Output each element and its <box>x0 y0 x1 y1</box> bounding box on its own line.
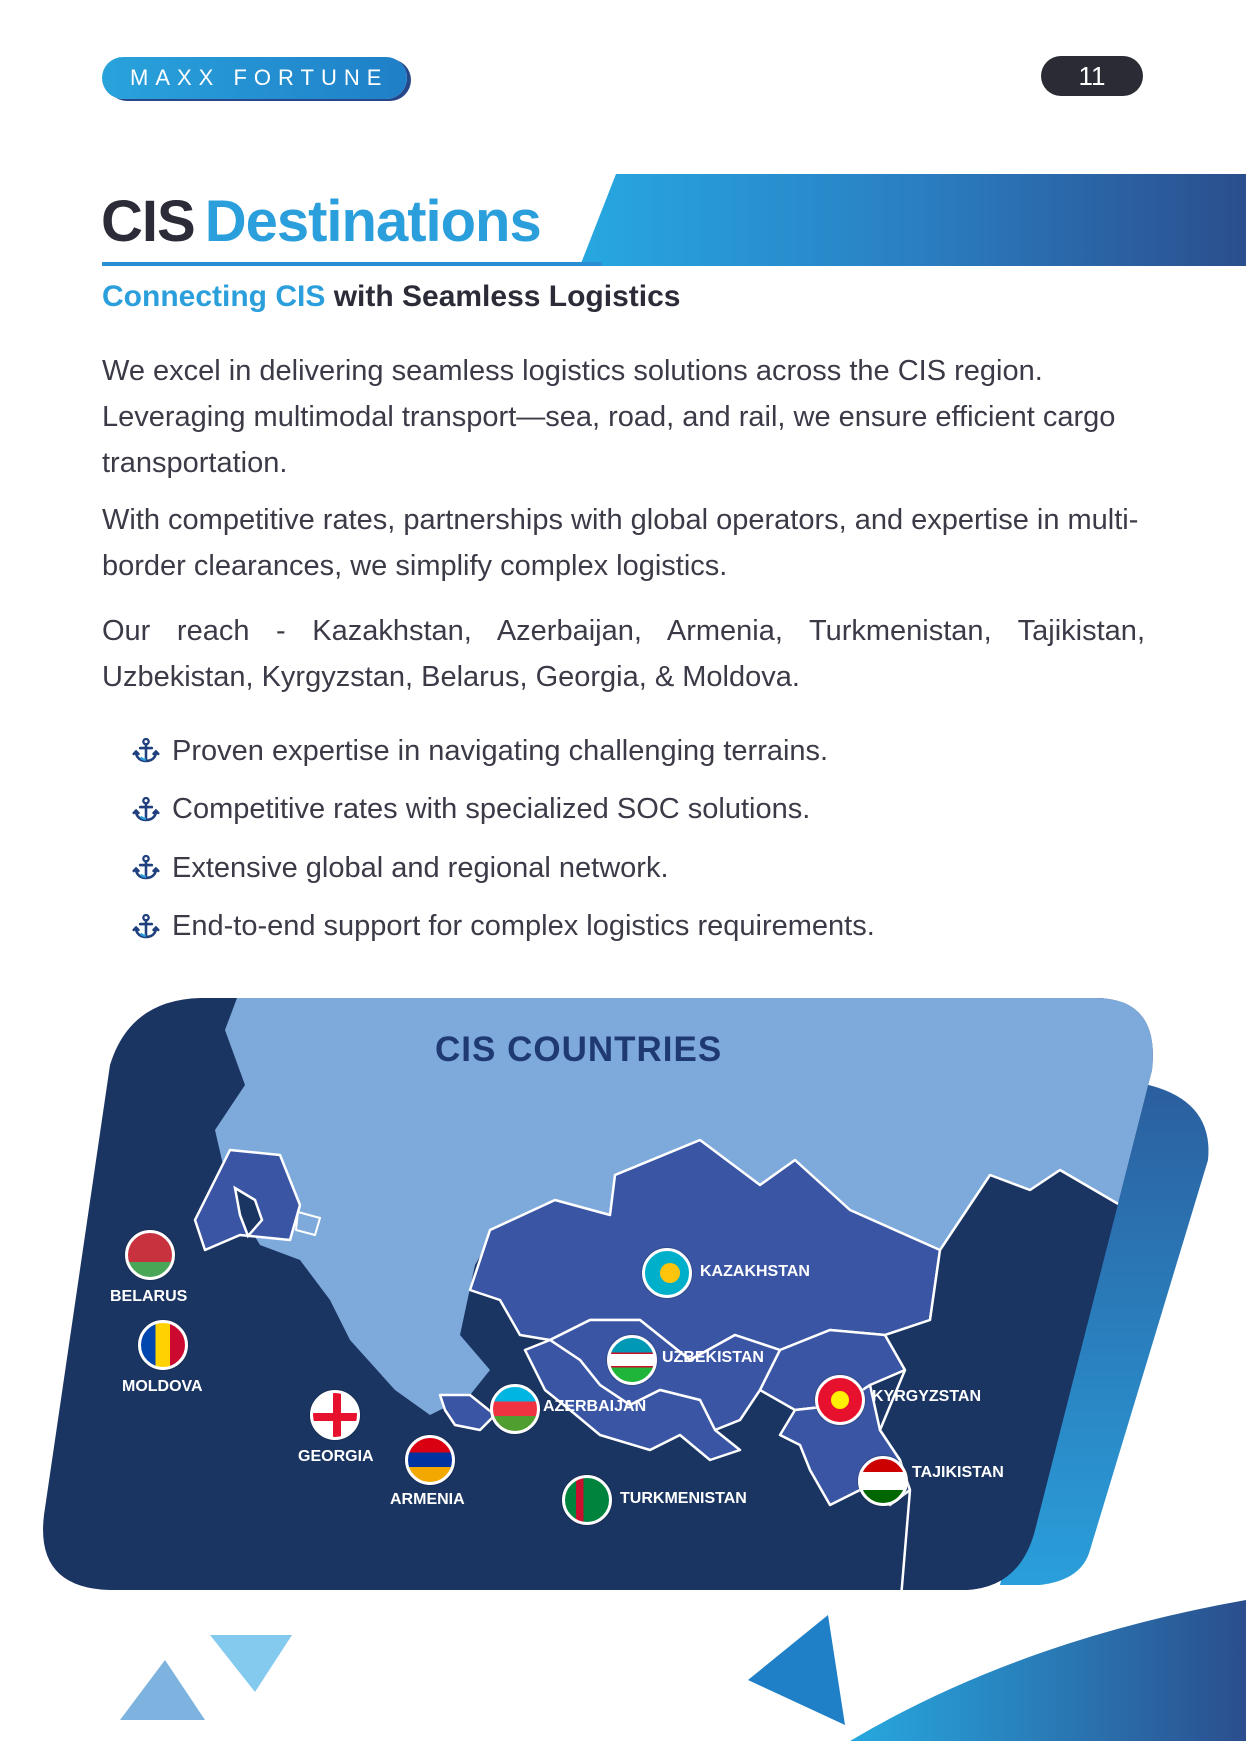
anchor-icon <box>132 796 160 824</box>
label-armenia: ARMENIA <box>390 1491 465 1508</box>
page-number: 11 <box>1078 60 1106 91</box>
title-part-1: CIS <box>101 189 195 254</box>
kazakhstan-flag-icon <box>642 1248 692 1298</box>
list-item <box>132 781 875 840</box>
footer-decoration <box>0 1600 1246 1741</box>
armenia-flag-icon <box>405 1435 455 1485</box>
turkmenistan-flag-icon <box>562 1475 612 1525</box>
paragraph-intro: We excel in delivering seamless logistics solutions across the CIS region. Leveraging multimodal transport—sea, road, and rail, we ensure efficient cargo transportation. <box>102 355 1116 479</box>
paragraph-reach: Our reach - Kazakhstan, Azerbaijan, Armenia, Turkmenistan, Tajikistan, Uzbekistan, Kyrgyzstan, Belarus, Georgia, & Moldova. <box>102 615 1145 693</box>
triangle-shape <box>748 1615 845 1725</box>
title-underline <box>102 262 602 266</box>
label-uzbekistan: UZBEKISTAN <box>662 1349 764 1366</box>
page-subtitle <box>102 280 680 314</box>
map-title: CIS COUNTRIES <box>435 1030 723 1069</box>
triangle-shape <box>120 1660 205 1720</box>
tajikistan-flag-icon <box>858 1456 908 1506</box>
kyrgyzstan-flag-icon <box>815 1375 865 1425</box>
page-title <box>101 188 541 255</box>
feature-text: Proven expertise in navigating challenging terrains. <box>172 734 829 767</box>
label-turkmenistan: TURKMENISTAN <box>620 1490 747 1507</box>
brand-pill <box>102 57 407 99</box>
cis-map-card <box>0 990 1246 1610</box>
uzbekistan-flag-icon <box>607 1335 657 1385</box>
page-number-badge <box>1041 56 1143 96</box>
list-item <box>132 722 875 781</box>
title-accent-band <box>580 174 1246 266</box>
label-belarus: BELARUS <box>110 1288 188 1305</box>
label-kazakhstan: KAZAKHSTAN <box>700 1263 810 1280</box>
feature-text: Extensive global and regional network. <box>172 851 669 884</box>
anchor-icon <box>132 737 160 765</box>
label-azerbaijan: AZERBAIJAN <box>543 1398 647 1415</box>
paragraph-rates: With competitive rates, partnerships with global operators, and expertise in multi-border clearances, we simplify complex logistics. <box>102 504 1139 582</box>
label-moldova: MOLDOVA <box>122 1378 203 1395</box>
title-part-2: Destinations <box>204 189 541 254</box>
footer-wave <box>850 1600 1246 1741</box>
label-georgia: GEORGIA <box>298 1448 374 1465</box>
label-tajikistan: TAJIKISTAN <box>912 1464 1004 1481</box>
feature-list <box>132 722 875 956</box>
feature-text: Competitive rates with specialized SOC solutions. <box>172 793 811 826</box>
list-item <box>132 898 875 957</box>
subtitle-part-1: Connecting CIS <box>102 280 326 313</box>
label-kyrgyzstan: KYRGYZSTAN <box>872 1388 982 1405</box>
brand-name: MAXX FORTUNE <box>130 65 389 90</box>
subtitle-part-2: with Seamless Logistics <box>333 280 681 313</box>
georgia-flag-icon <box>310 1390 360 1440</box>
moldova-flag-icon <box>138 1320 188 1370</box>
azerbaijan-flag-icon <box>490 1384 540 1434</box>
triangle-shape <box>210 1635 292 1692</box>
anchor-icon <box>132 854 160 882</box>
anchor-icon <box>132 913 160 941</box>
feature-text: End-to-end support for complex logistics requirements. <box>172 910 875 943</box>
belarus-flag-icon <box>125 1230 175 1280</box>
list-item <box>132 839 875 898</box>
